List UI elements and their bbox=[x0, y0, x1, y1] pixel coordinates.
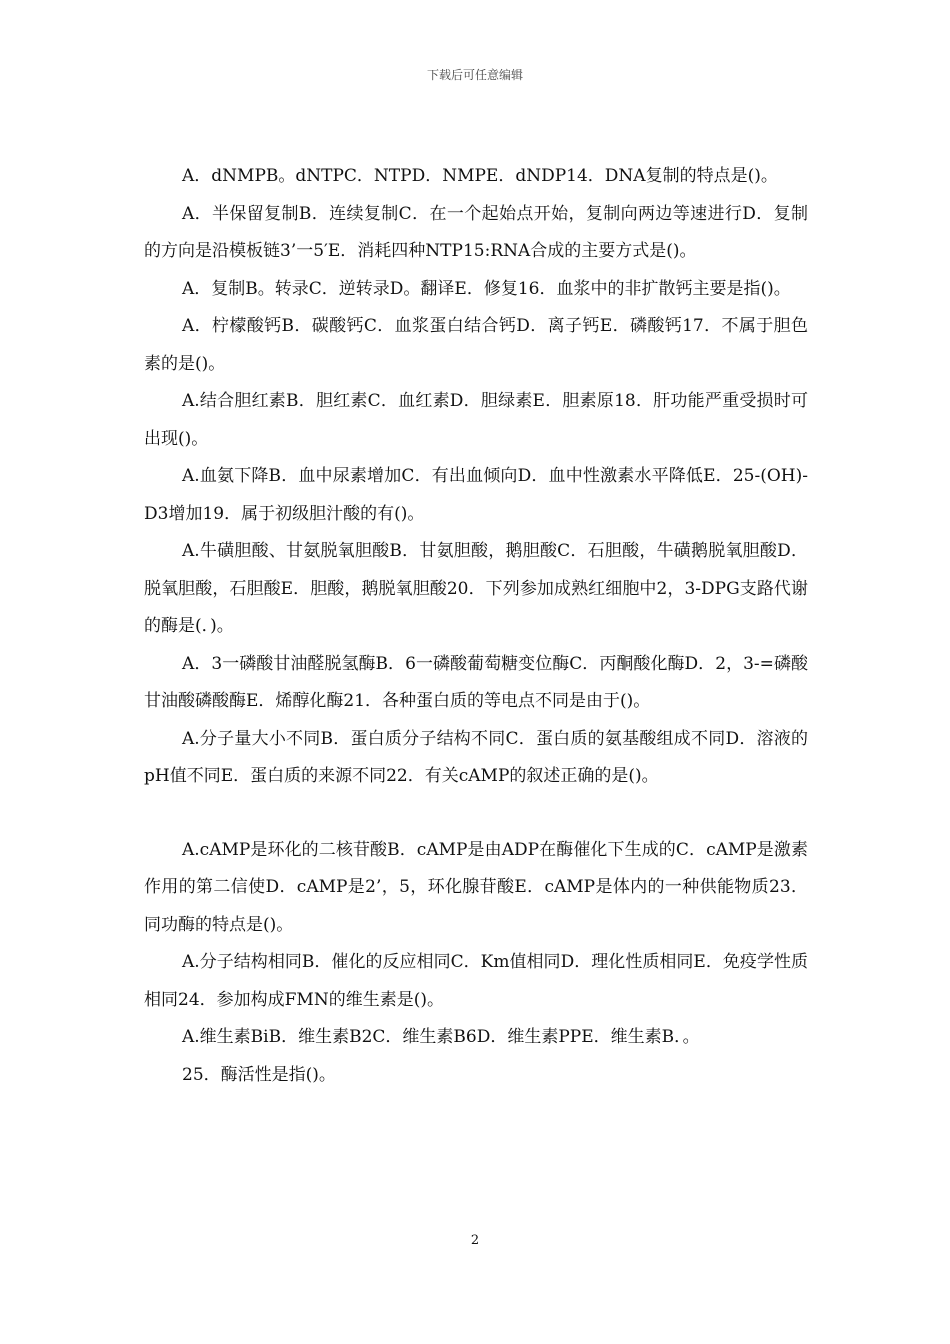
page-header: 下载后可任意编辑 bbox=[426, 68, 523, 82]
question-options-24: A.维生素BiB．维生素B2C．维生素B6D．维生素PPE．维生素B．。 bbox=[182, 1027, 700, 1047]
page-number: 2 bbox=[470, 1233, 480, 1248]
document-body bbox=[144, 158, 808, 1094]
question-options-15: A．复制B。转录C．逆转录D。翻译E．修复16．血浆中的非扩散钙主要是指()。 bbox=[182, 278, 791, 299]
question-25-stem: 25．酶活性是指()。 bbox=[182, 1064, 336, 1085]
question-options-20: A．3一磷酸甘油醛脱氢酶B．6一磷酸葡萄糖变位酶C．丙酮酸化酶D．2，3-=磷酸甘油酸磷酸酶E．烯醇化酶21．各种蛋白质的等电点不同是由于()。 bbox=[144, 653, 808, 711]
question-options-21: A.分子量大小不同B．蛋白质分子结构不同C．蛋白质的氨基酸组成不同D．溶液的pH值不同E．蛋白质的来源不同22．有关cAMP的叙述正确的是()。 bbox=[144, 728, 808, 786]
paragraph-gap bbox=[144, 796, 808, 832]
question-options-13: A．dNMPB。dNTPC．NTPD．NMPE．dNDP14．DNA复制的特点是()。 bbox=[182, 166, 778, 186]
question-options-14: A．半保留复制B．连续复制C．在一个起始点开始，复制向两边等速进行D．复制的方向是沿模板链3’一5′E．消耗四种NTP15:RNA合成的主要方式是()。 bbox=[144, 203, 808, 261]
question-options-23: A.分子结构相同B．催化的反应相同C．Km值相同D．理化性质相同E．免疫学性质相同24．参加构成FMN的维生素是()。 bbox=[144, 952, 808, 1010]
question-options-16: A．柠檬酸钙B．碳酸钙C．血浆蛋白结合钙D．离子钙E．磷酸钙17．不属于胆色素的是()。 bbox=[144, 316, 808, 374]
question-options-22: A.cAMP是环化的二核苷酸B．cAMP是由ADP在酶催化下生成的C．cAMP是激素作用的第二信使D．cAMP是2’，5，环化腺苷酸E．cAMP是体内的一种供能物质23．同功酶的特点是()。 bbox=[144, 839, 808, 935]
question-options-18: A.血氨下降B．血中尿素增加C．有出血倾向D．血中性激素水平降低E．25-(OH)-D3增加19．属于初级胆汁酸的有()。 bbox=[144, 466, 808, 524]
question-options-17: A.结合胆红素B．胆红素C．血红素D．胆绿素E．胆素原18．肝功能严重受损时可出现()。 bbox=[144, 391, 808, 449]
question-options-19: A.牛磺胆酸、甘氨脱氧胆酸B．甘氨胆酸，鹅胆酸C．石胆酸，牛磺鹅脱氧胆酸D．脱氧胆酸，石胆酸E．胆酸，鹅脱氧胆酸20．下列参加成熟红细胞中2，3-DPG支路代谢的酶是(．)。 bbox=[144, 541, 808, 636]
